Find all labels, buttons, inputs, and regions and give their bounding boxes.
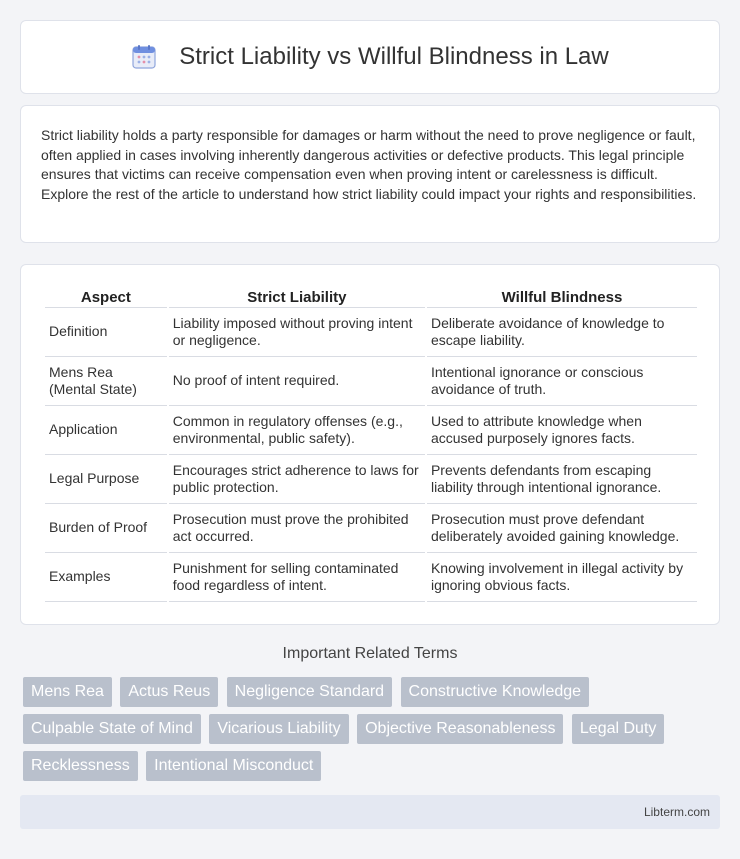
intro-text: Strict liability holds a party responsible for damages or harm without the need to prove negligence or fault, often applied in cases involving inherently dangerous activities or defective products. This legal principle ensures that victims can receive compensation even when proving intent or carelessness is difficult. Explore the rest of the article to understand how strict liability could impact your rights and responsibilities. (41, 127, 697, 202)
aspect-cell: Legal Purpose (45, 455, 167, 504)
strict-cell: Encourages strict adherence to laws for public protection. (169, 455, 425, 504)
tag-intentional-misconduct[interactable]: Intentional Misconduct (146, 751, 321, 781)
strict-cell: Common in regulatory offenses (e.g., environmental, public safety). (169, 406, 425, 455)
tag-actus-reus[interactable]: Actus Reus (120, 677, 218, 707)
table-row (45, 308, 697, 357)
footer (20, 795, 720, 829)
related-terms-title: Important Related Terms (282, 645, 458, 662)
calendar-icon (131, 44, 157, 70)
table-row (45, 553, 697, 602)
willful-cell: Used to attribute knowledge when accused purposely ignores facts. (427, 406, 697, 455)
table-row (45, 504, 697, 553)
header-aspect: Aspect (45, 285, 167, 308)
strict-cell: No proof of intent required. (169, 357, 425, 406)
header-strict-liability: Strict Liability (169, 285, 425, 308)
page-title: Strict Liability vs Willful Blindness in Law (179, 43, 609, 70)
header-willful-blindness: Willful Blindness (427, 285, 697, 308)
tag-mens-rea[interactable]: Mens Rea (23, 677, 112, 707)
strict-cell: Liability imposed without proving intent or negligence. (169, 308, 425, 357)
header-card (20, 20, 720, 94)
table-row (45, 357, 697, 406)
related-terms-tags (23, 677, 723, 788)
tag-negligence-standard[interactable]: Negligence Standard (227, 677, 392, 707)
footer-site-link[interactable]: Libterm.com (643, 805, 710, 819)
willful-cell: Prevents defendants from escaping liability through intentional ignorance. (427, 455, 697, 504)
comparison-table (43, 285, 699, 602)
strict-cell: Prosecution must prove the prohibited act occurred. (169, 504, 425, 553)
willful-cell: Knowing involvement in illegal activity by ignoring obvious facts. (427, 553, 697, 602)
aspect-cell: Definition (45, 308, 167, 357)
aspect-cell: Mens Rea (Mental State) (45, 357, 167, 406)
table-row (45, 455, 697, 504)
strict-cell: Punishment for selling contaminated food regardless of intent. (169, 553, 425, 602)
table-header-row (45, 285, 697, 308)
aspect-cell: Examples (45, 553, 167, 602)
tag-vicarious-liability[interactable]: Vicarious Liability (209, 714, 348, 744)
willful-cell: Prosecution must prove defendant deliberately avoided gaining knowledge. (427, 504, 697, 553)
aspect-cell: Application (45, 406, 167, 455)
tag-recklessness[interactable]: Recklessness (23, 751, 138, 781)
comparison-table-card (20, 264, 720, 625)
tag-constructive-knowledge[interactable]: Constructive Knowledge (401, 677, 590, 707)
table-row (45, 406, 697, 455)
tag-legal-duty[interactable]: Legal Duty (572, 714, 665, 744)
tag-culpable-state-of-mind[interactable]: Culpable State of Mind (23, 714, 201, 744)
willful-cell: Deliberate avoidance of knowledge to escape liability. (427, 308, 697, 357)
willful-cell: Intentional ignorance or conscious avoidance of truth. (427, 357, 697, 406)
aspect-cell: Burden of Proof (45, 504, 167, 553)
intro-card (20, 105, 720, 243)
tag-objective-reasonableness[interactable]: Objective Reasonableness (357, 714, 563, 744)
